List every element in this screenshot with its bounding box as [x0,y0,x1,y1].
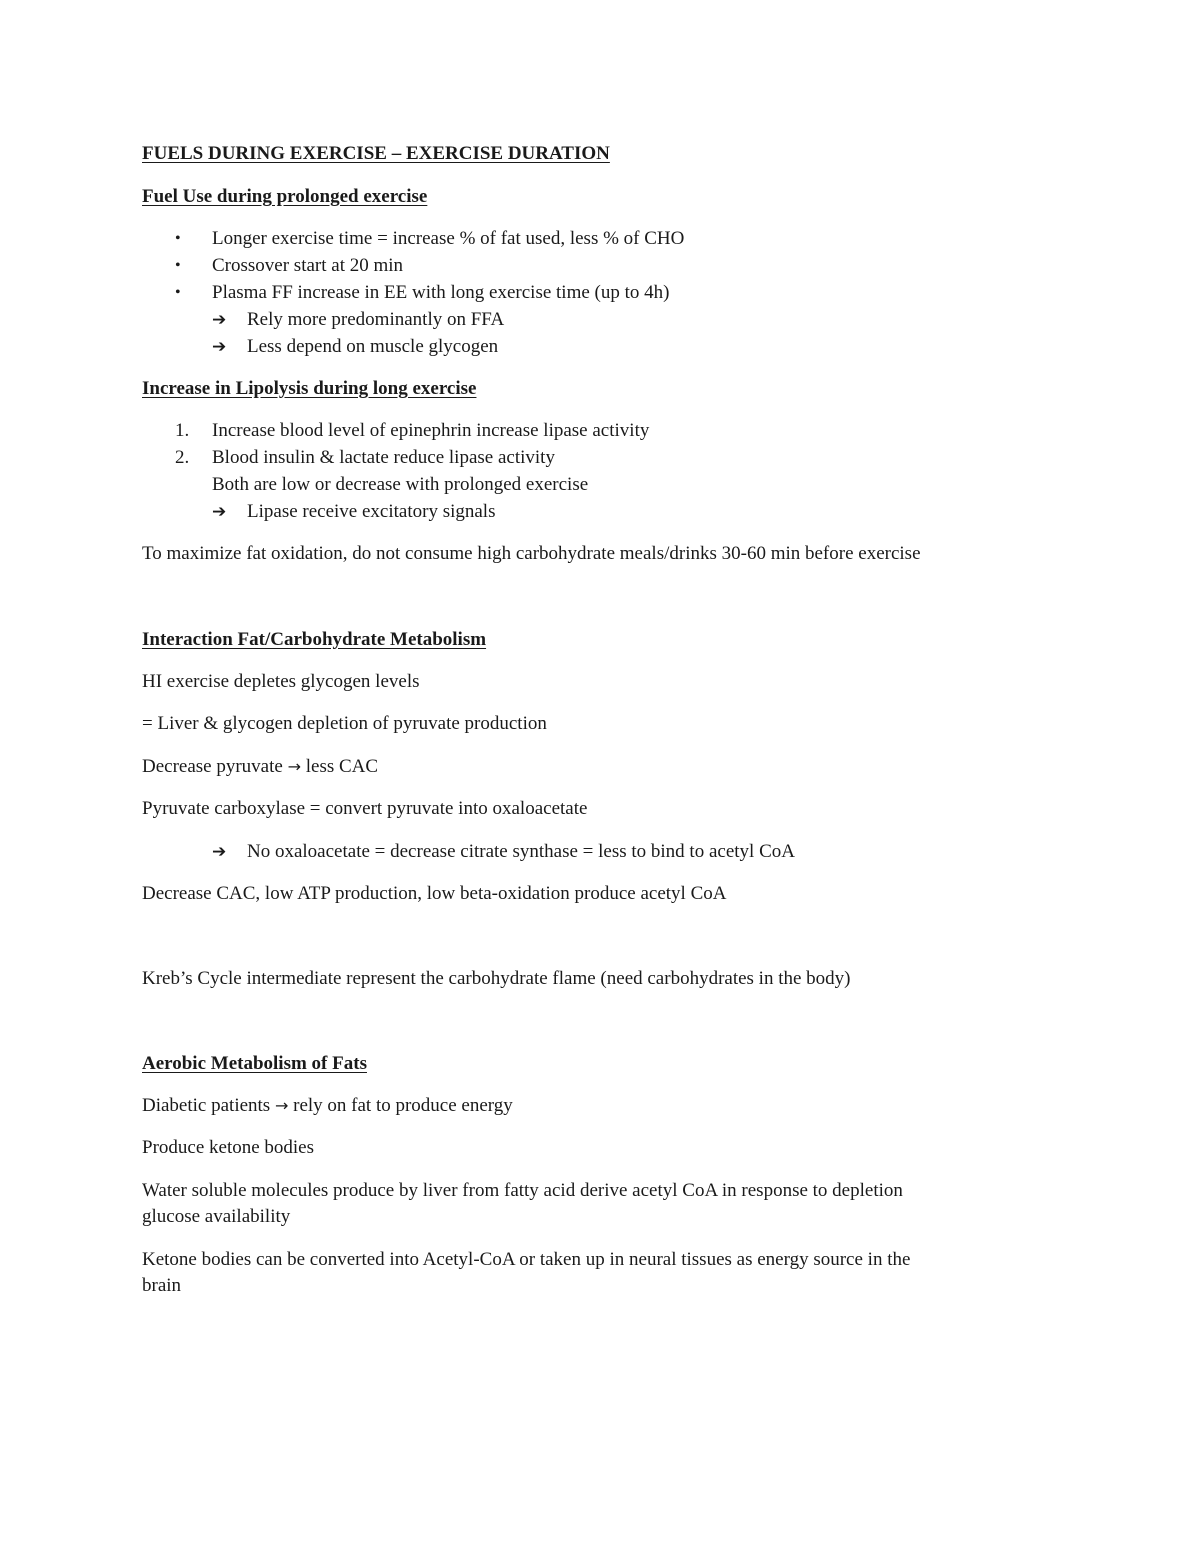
arrow-item: Lipase receive excitatory signals [247,501,496,522]
document-title: FUELS DURING EXERCISE – EXERCISE DURATION [142,143,610,164]
list-number: 1. [175,420,190,441]
arrow-item: No oxaloacetate = decrease citrate synthase = less to bind to acetyl CoA [247,841,795,862]
paragraph [142,754,378,780]
section-heading-lipolysis: Increase in Lipolysis during long exercise [142,378,477,399]
arrow-right-icon: → [287,757,301,776]
paragraph-text: rely on fat to produce energy [288,1095,513,1116]
bullet-icon: • [175,230,181,247]
paragraph-line: Water soluble molecules produce by liver from fatty acid derive acetyl CoA in response to depletion [142,1180,903,1201]
section-heading-interaction: Interaction Fat/Carbohydrate Metabolism [142,629,487,650]
paragraph-text: Decrease pyruvate [142,756,288,777]
paragraph: Pyruvate carboxylase = convert pyruvate into oxaloacetate [142,798,588,819]
paragraph-line: Ketone bodies can be converted into Acetyl-CoA or taken up in neural tissues as energy source in the [142,1249,911,1270]
bullet-icon: • [175,257,181,274]
paragraph: Produce ketone bodies [142,1137,315,1158]
bullet-icon: • [175,284,181,301]
paragraph: HI exercise depletes glycogen levels [142,671,420,692]
bullet-item: Crossover start at 20 min [212,255,404,276]
paragraph-text: less CAC [301,756,379,777]
arrow-right-icon: ➔ [212,842,227,862]
paragraph: Kreb’s Cycle intermediate represent the carbohydrate flame (need carbohydrates in the body) [142,968,851,989]
arrow-right-icon: ➔ [212,337,227,357]
paragraph: Decrease CAC, low ATP production, low beta-oxidation produce acetyl CoA [142,883,727,904]
arrow-item: Less depend on muscle glycogen [247,336,499,357]
bullet-item: Longer exercise time = increase % of fat used, less % of CHO [212,228,685,249]
paragraph-line: brain [142,1275,182,1296]
paragraph-text: Diabetic patients [142,1095,275,1116]
arrow-right-icon: ➔ [212,310,227,330]
arrow-item: Rely more predominantly on FFA [247,309,505,330]
arrow-right-icon: ➔ [212,502,227,522]
numbered-item-continuation: Both are low or decrease with prolonged exercise [212,474,589,495]
paragraph [142,1093,513,1119]
paragraph: = Liver & glycogen depletion of pyruvate production [142,713,547,734]
bullet-item: Plasma FF increase in EE with long exercise time (up to 4h) [212,282,670,303]
list-number: 2. [175,447,190,468]
paragraph-line: glucose availability [142,1206,291,1227]
section-heading-aerobic-fats: Aerobic Metabolism of Fats [142,1053,367,1074]
numbered-item: Increase blood level of epinephrin increase lipase activity [212,420,650,441]
paragraph: To maximize fat oxidation, do not consume high carbohydrate meals/drinks 30-60 min before exercise [142,543,921,564]
arrow-right-icon: → [274,1096,289,1115]
section-heading-fuel-use: Fuel Use during prolonged exercise [142,186,428,207]
numbered-item: Blood insulin & lactate reduce lipase activity [212,447,555,468]
